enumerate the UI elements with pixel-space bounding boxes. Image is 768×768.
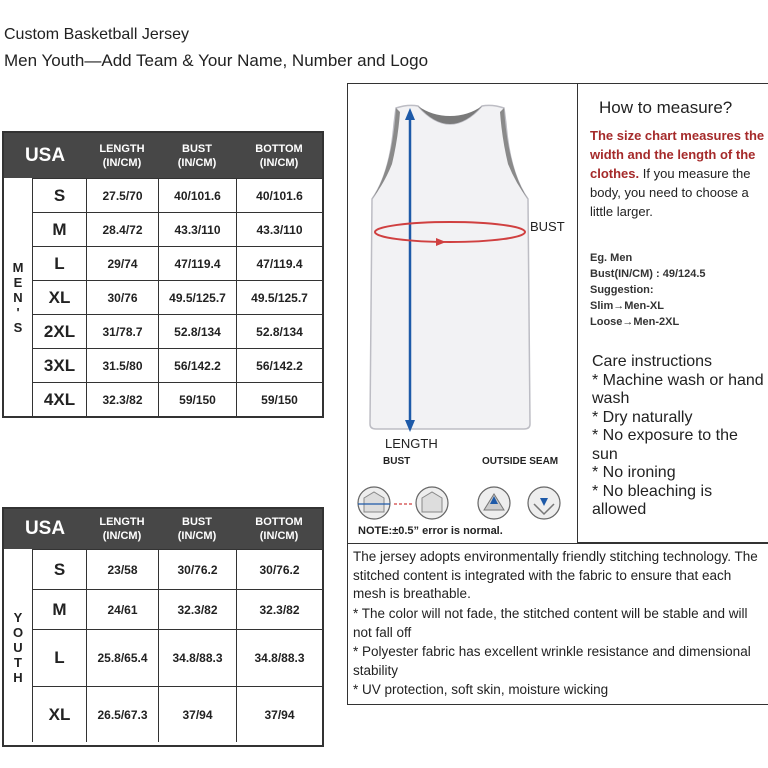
bust-cell: 43.3/110 [158, 212, 236, 246]
length-cell: 29/74 [86, 246, 158, 280]
length-cell: 28.4/72 [86, 212, 158, 246]
bottom-cell: 34.8/88.3 [236, 629, 322, 686]
table-row [32, 178, 322, 212]
bottom-cell: 40/101.6 [236, 178, 322, 212]
fabric-info-panel [347, 543, 768, 705]
col-bust-unit: (IN/CM) [177, 156, 217, 169]
bust-cell: 56/142.2 [158, 348, 236, 382]
subtitle: Men Youth—Add Team & Your Name, Number and Logo [4, 51, 429, 70]
measure-icons [348, 484, 576, 524]
usa-label: USA [24, 144, 66, 166]
length-cell: 30/76 [86, 280, 158, 314]
col-length-unit: (IN/CM) [102, 156, 142, 169]
table-row [32, 589, 322, 629]
bottom-cell: 56/142.2 [236, 348, 322, 382]
bust-cell: 59/150 [158, 382, 236, 416]
table-row [32, 212, 322, 246]
size-cell: S [32, 178, 86, 212]
bust-cell: 32.3/82 [158, 589, 236, 629]
bottom-cell: 47/119.4 [236, 246, 322, 280]
bottom-cell: 32.3/82 [236, 589, 322, 629]
col-length: LENGTH [99, 516, 145, 528]
table-row [32, 246, 322, 280]
measure-example: Eg. Men Bust(IN/CM) : 49/124.5 Suggestion: Slim→Men-XL Loose→Men-2XL [590, 252, 706, 328]
col-bust: BUST [182, 142, 212, 155]
table-row [32, 382, 322, 416]
size-cell: XL [32, 280, 86, 314]
table-row [32, 280, 322, 314]
bust-cell: 49.5/125.7 [158, 280, 236, 314]
outside-seam-label: OUTSIDE SEAM [482, 456, 559, 467]
mens-side-label: M E N ' S [12, 259, 24, 335]
length-cell: 27.5/70 [86, 178, 158, 212]
table-row [32, 314, 322, 348]
bottom-cell: 52.8/134 [236, 314, 322, 348]
mens-size-table [2, 131, 324, 418]
fabric-line: * The color will not fade, the stitched content will be stable and will not fall off [353, 606, 748, 640]
size-cell: L [32, 629, 86, 686]
col-length: LENGTH [99, 142, 145, 155]
jersey-illustration [348, 84, 576, 484]
fabric-line: * Polyester fabric has excellent wrinkle resistance and dimensional stability [353, 644, 751, 678]
bust-cell: 30/76.2 [158, 549, 236, 589]
col-bust-unit: (IN/CM) [177, 530, 217, 542]
size-cell: 3XL [32, 348, 86, 382]
length-cell: 24/61 [86, 589, 158, 629]
length-cell: 32.3/82 [86, 382, 158, 416]
length-label: LENGTH [385, 436, 438, 451]
error-note: NOTE:±0.5” error is normal. [358, 525, 503, 537]
table-row [32, 549, 322, 589]
youth-side-label: Y O U T H [12, 609, 24, 685]
bust-cell: 37/94 [158, 686, 236, 742]
col-bottom-unit: (IN/CM) [259, 156, 299, 169]
bust-cell: 47/119.4 [158, 246, 236, 280]
usa-label: USA [24, 518, 66, 539]
mens-table-header [4, 133, 322, 178]
bottom-cell: 37/94 [236, 686, 322, 742]
size-cell: M [32, 589, 86, 629]
measure-heading: How to measure? [599, 98, 733, 117]
col-bottom: BOTTOM [255, 142, 303, 155]
bust-cell: 40/101.6 [158, 178, 236, 212]
size-cell: XL [32, 686, 86, 742]
size-cell: L [32, 246, 86, 280]
bust-small-label: BUST [383, 456, 411, 467]
bust-cell: 52.8/134 [158, 314, 236, 348]
title: Custom Basketball Jersey [4, 26, 189, 43]
bust-cell: 34.8/88.3 [158, 629, 236, 686]
col-length-unit: (IN/CM) [102, 530, 142, 542]
table-row [32, 686, 322, 742]
bottom-cell: 43.3/110 [236, 212, 322, 246]
table-row [32, 348, 322, 382]
length-cell: 31.5/80 [86, 348, 158, 382]
youth-table-header [4, 509, 322, 549]
table-row [32, 629, 322, 686]
youth-size-table [2, 507, 324, 747]
size-cell: 4XL [32, 382, 86, 416]
care-instructions: Care instructions * Machine wash or hand wash * Dry naturally * No exposure to the sun * No ironing * No bleaching is allowed [592, 353, 764, 518]
measure-red-text: The size chart measures the width and the length of the clothes. If you measure the body, you need to choose a little larger. [590, 128, 765, 219]
bust-label: BUST [530, 219, 565, 234]
how-to-measure-panel [577, 83, 768, 543]
size-cell: S [32, 549, 86, 589]
col-bottom-unit: (IN/CM) [259, 530, 299, 542]
jersey-diagram-panel [347, 83, 577, 543]
col-bottom: BOTTOM [255, 516, 303, 528]
length-cell: 26.5/67.3 [86, 686, 158, 742]
length-cell: 31/78.7 [86, 314, 158, 348]
fabric-line: The jersey adopts environmentally friendly stitching technology. The stitched content is integrated with the fabric to ensure that each mesh is breathable. [353, 549, 758, 601]
measure-body-text: If you measure the body, you need to choose a little larger. [590, 166, 751, 219]
length-cell: 23/58 [86, 549, 158, 589]
bottom-cell: 30/76.2 [236, 549, 322, 589]
size-cell: M [32, 212, 86, 246]
fabric-line: * UV protection, soft skin, moisture wicking [353, 682, 609, 697]
bottom-cell: 59/150 [236, 382, 322, 416]
size-cell: 2XL [32, 314, 86, 348]
length-cell: 25.8/65.4 [86, 629, 158, 686]
col-bust: BUST [182, 516, 212, 528]
bottom-cell: 49.5/125.7 [236, 280, 322, 314]
